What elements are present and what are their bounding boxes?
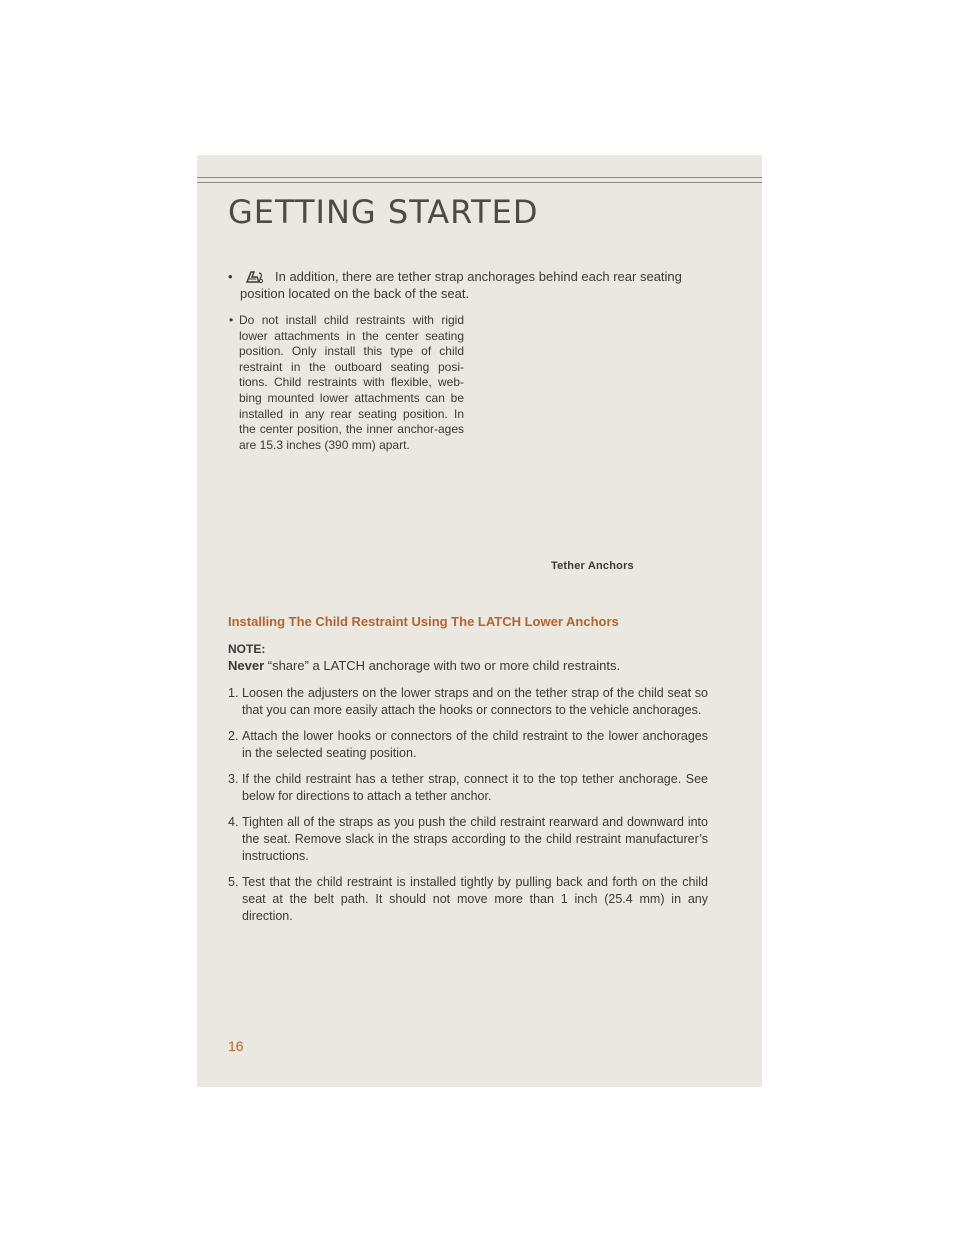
section-title: GETTING STARTED bbox=[228, 193, 539, 231]
installation-steps bbox=[228, 685, 708, 934]
step-text: Attach the lower hooks or connectors of the child restraint to the lower anchorages in the selected seating position. bbox=[242, 729, 708, 760]
step-item bbox=[228, 728, 708, 762]
step-text: Tighten all of the straps as you push the child restraint rearward and downward into the seat. Remove slack in the straps according to the child restraint manufacturer’s instructions. bbox=[242, 815, 708, 863]
note-text bbox=[228, 658, 708, 673]
tether-anchor-text-cont: position located on the back of the seat. bbox=[240, 286, 470, 301]
note-never: Never bbox=[228, 658, 265, 673]
step-item bbox=[228, 874, 708, 925]
bullet-dot: • bbox=[229, 313, 234, 327]
header-rule bbox=[197, 177, 762, 178]
manual-page bbox=[197, 155, 762, 1087]
step-number: 1. bbox=[228, 686, 239, 700]
step-item bbox=[228, 685, 708, 719]
installing-heading: Installing The Child Restraint Using The LATCH Lower Anchors bbox=[228, 614, 619, 629]
step-number: 3. bbox=[228, 772, 239, 786]
note-label: NOTE: bbox=[228, 642, 266, 656]
step-text: If the child restraint has a tether strap, connect it to the top tether anchorage. See below for directions to attach a tether anchor. bbox=[242, 772, 708, 803]
rigid-lower-bullet bbox=[229, 313, 464, 453]
step-number: 4. bbox=[228, 815, 239, 829]
note-body: “share” a LATCH anchorage with two or more child restraints. bbox=[264, 658, 621, 673]
rigid-lower-text: Do not install child restraints with rigid lower attachments in the center seating position. Only install this type of child restraint in the outboard seating posi-tions. Child restraints with flexible, web-bing mounted lower attachments can be installed in any rear seating position. In the center position, the inner anchor-ages are 15.3 inches (390 mm) apart. bbox=[239, 313, 464, 452]
step-number: 5. bbox=[228, 875, 239, 889]
page-number: 16 bbox=[228, 1038, 244, 1054]
header-rule-secondary bbox=[197, 182, 762, 183]
bullet-dot: • bbox=[228, 269, 233, 284]
figure-caption: Tether Anchors bbox=[551, 560, 634, 572]
step-item bbox=[228, 814, 708, 865]
step-text: Loosen the adjusters on the lower straps and on the tether strap of the child seat so that you can more easily attach the hooks or connectors to the vehicle anchorages. bbox=[242, 686, 708, 717]
tether-anchor-text: In addition, there are tether strap anchorages behind each rear seating bbox=[275, 269, 682, 284]
step-item bbox=[228, 771, 708, 805]
child-seat-tether-icon bbox=[243, 269, 265, 284]
step-number: 2. bbox=[228, 729, 239, 743]
step-text: Test that the child restraint is installed tightly by pulling back and forth on the child seat at the belt path. It should not move more than 1 inch (25.4 mm) in any direction. bbox=[242, 875, 708, 923]
tether-anchor-bullet bbox=[228, 268, 708, 302]
